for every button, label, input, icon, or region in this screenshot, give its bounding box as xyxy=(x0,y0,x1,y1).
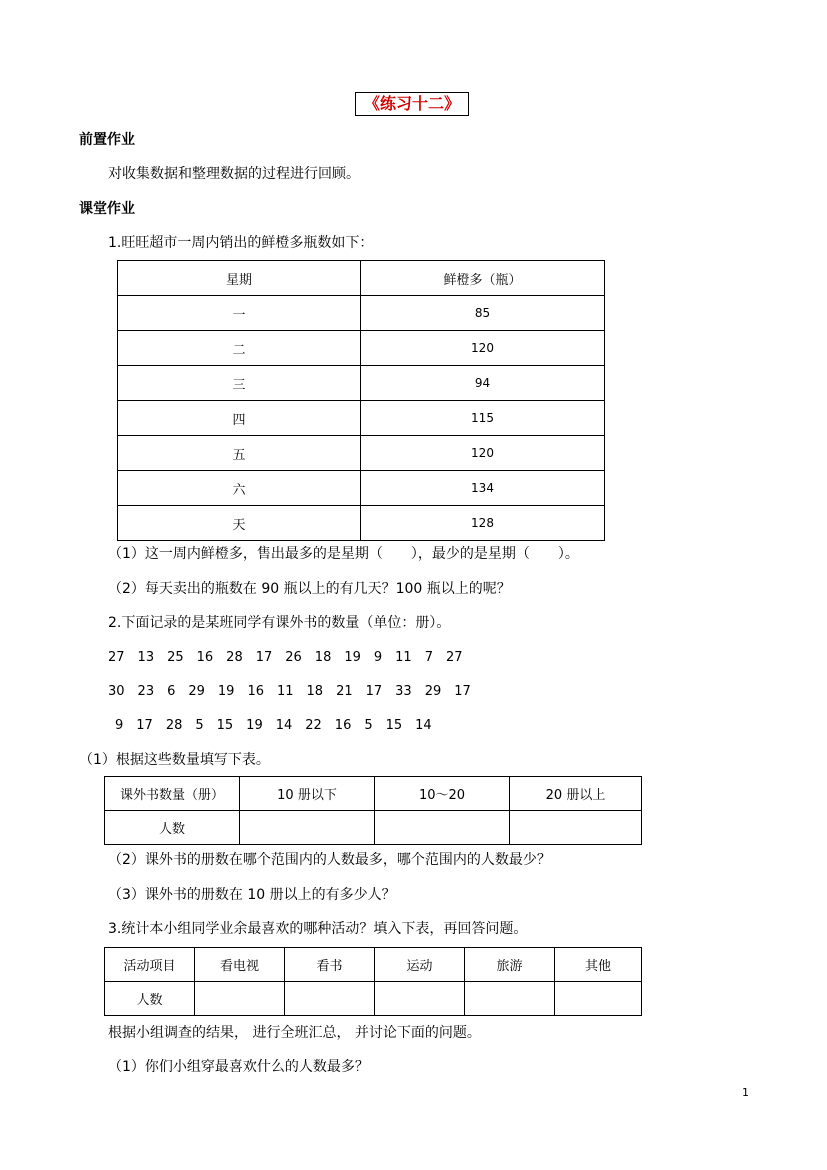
q1-weekday-cell: 一 xyxy=(118,296,361,331)
page-number: 1 xyxy=(742,1086,749,1099)
table-row xyxy=(118,436,605,471)
q3-header-sports: 运动 xyxy=(375,948,465,982)
q2-data-line-1: 27 13 25 16 28 17 26 18 19 9 11 7 27 xyxy=(108,650,463,665)
q2-header-label: 课外书数量（册） xyxy=(105,777,240,811)
q3-blank-cell[interactable] xyxy=(375,982,465,1016)
q2-data-line-2: 30 23 6 29 19 16 11 18 21 17 33 29 17 xyxy=(108,684,471,699)
q1-sub2: （2）每天卖出的瓶数在 90 瓶以上的有几天？100 瓶以上的呢？ xyxy=(108,581,511,597)
table-row xyxy=(105,982,642,1016)
class-work-heading: 课堂作业 xyxy=(79,201,135,217)
table-row xyxy=(118,296,605,331)
pre-work-text: 对收集数据和整理数据的过程进行回顾。 xyxy=(108,166,360,182)
q1-header-bottles: 鲜橙多（瓶） xyxy=(361,261,605,296)
q3-header-label: 活动项目 xyxy=(105,948,195,982)
table-row xyxy=(118,506,605,541)
q3-header-tv: 看电视 xyxy=(195,948,285,982)
page-title: 《练习十二》 xyxy=(355,92,469,116)
q1-bottles-cell: 94 xyxy=(361,366,605,401)
table-row xyxy=(118,366,605,401)
q1-bottles-cell: 115 xyxy=(361,401,605,436)
q1-stem: 1.旺旺超市一周内销出的鲜橙多瓶数如下： xyxy=(108,235,374,251)
q2-header-10-20: 10～20 xyxy=(375,777,510,811)
q3-sub1: （1）你们小组穿最喜欢什么的人数最多？ xyxy=(108,1059,369,1075)
q2-sub3: （3）课外书的册数在 10 册以上的有多少人？ xyxy=(108,887,396,903)
q3-header-travel: 旅游 xyxy=(465,948,555,982)
q1-weekday-cell: 六 xyxy=(118,471,361,506)
q3-stem: 3.统计本小组同学业余最喜欢的哪种活动？填入下表，再回答问题。 xyxy=(108,921,528,937)
q3-header-other: 其他 xyxy=(555,948,642,982)
table-row xyxy=(118,471,605,506)
q3-blank-cell[interactable] xyxy=(555,982,642,1016)
q1-bottles-cell: 85 xyxy=(361,296,605,331)
q2-table-header-row xyxy=(105,777,642,811)
q3-blank-cell[interactable] xyxy=(195,982,285,1016)
q1-weekday-cell: 五 xyxy=(118,436,361,471)
q1-bottles-cell: 120 xyxy=(361,436,605,471)
q1-table-header-row xyxy=(118,261,605,296)
q1-weekday-cell: 二 xyxy=(118,331,361,366)
q2-data-line-3: 9 17 28 5 15 19 14 22 16 5 15 14 xyxy=(115,718,432,733)
q3-blank-cell[interactable] xyxy=(465,982,555,1016)
q1-sub1: （1）这一周内鲜橙多，售出最多的是星期（ ），最少的是星期（ ）。 xyxy=(108,546,579,562)
q1-sales-table xyxy=(117,260,605,541)
q3-activity-table xyxy=(104,947,642,1016)
q3-header-reading: 看书 xyxy=(285,948,375,982)
table-row xyxy=(105,811,642,845)
q3-row-label: 人数 xyxy=(105,982,195,1016)
q2-row-label: 人数 xyxy=(105,811,240,845)
q2-sub1: （1）根据这些数量填写下表。 xyxy=(79,752,270,768)
q1-weekday-cell: 四 xyxy=(118,401,361,436)
q3-blank-cell[interactable] xyxy=(285,982,375,1016)
pre-work-heading: 前置作业 xyxy=(79,132,135,148)
q1-bottles-cell: 120 xyxy=(361,331,605,366)
q2-blank-cell[interactable] xyxy=(375,811,510,845)
q2-header-under-10: 10 册以下 xyxy=(240,777,375,811)
q3-table-header-row xyxy=(105,948,642,982)
q1-bottles-cell: 134 xyxy=(361,471,605,506)
q2-blank-cell[interactable] xyxy=(240,811,375,845)
q1-weekday-cell: 三 xyxy=(118,366,361,401)
q3-after-text: 根据小组调查的结果， 进行全班汇总， 并讨论下面的问题。 xyxy=(108,1025,481,1041)
table-row xyxy=(118,331,605,366)
q1-header-weekday: 星期 xyxy=(118,261,361,296)
q1-bottles-cell: 128 xyxy=(361,506,605,541)
q2-sub2: （2）课外书的册数在哪个范围内的人数最多，哪个范围内的人数最少？ xyxy=(108,852,551,868)
q2-book-count-table xyxy=(104,776,642,845)
q2-header-over-20: 20 册以上 xyxy=(510,777,642,811)
q1-weekday-cell: 天 xyxy=(118,506,361,541)
table-row xyxy=(118,401,605,436)
q2-blank-cell[interactable] xyxy=(510,811,642,845)
q2-stem: 2.下面记录的是某班同学有课外书的数量（单位：册）。 xyxy=(108,615,451,631)
